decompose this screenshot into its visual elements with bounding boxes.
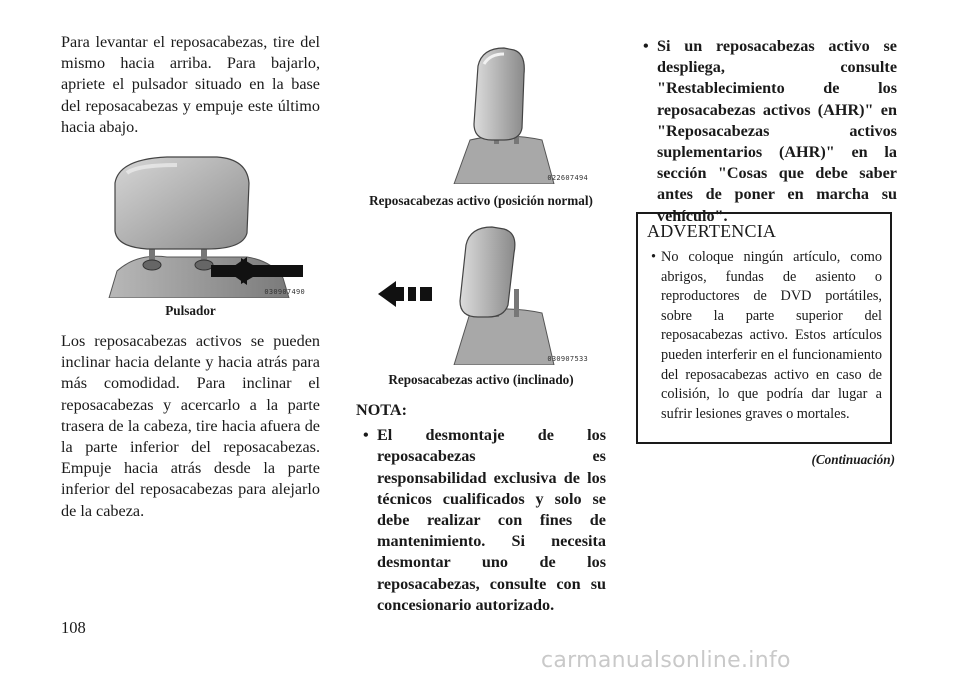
figure-code: 022607494 xyxy=(547,174,588,182)
headrest-tilted-illustration xyxy=(374,225,594,365)
warning-bullet: • No coloque ningún artículo, como abrigos, fundas de asiento o reproductores de DVD portátiles, sobre la parte superior del reposacabezas activo. Estos artículos pueden interferir en el funcionamiento del reposacabezas activo en caso de colisión, lo que podría dar lugar a sufrir lesiones graves o mortales. xyxy=(647,248,882,424)
continuation-label: (Continuación) xyxy=(811,452,895,467)
figure-pulsador xyxy=(97,153,311,298)
left-column xyxy=(61,0,320,522)
figure-tilted xyxy=(374,225,594,365)
headrest-push-button-illustration xyxy=(97,153,311,298)
figure-code: 030907490 xyxy=(264,288,305,297)
middle-column xyxy=(356,0,606,616)
note-heading: NOTA: xyxy=(356,401,407,419)
figure-code: 030907533 xyxy=(547,355,588,363)
figure-caption: Reposacabezas activo (posición normal) xyxy=(369,193,593,208)
intro-paragraph: Para levantar el reposacabezas, tire del mismo hacia arriba. Para bajarlo, apriete el pulsador situado en la base del reposacabezas y empuje este último hacia abajo. xyxy=(61,33,320,136)
warning-title: ADVERTENCIA xyxy=(647,221,777,241)
warning-box xyxy=(636,212,892,444)
note-bullet: • El desmontaje de los reposacabezas es responsabilidad exclusiva de los técnicos cualificados y solo se debe realizar con fines de mantenimiento. Si necesita desmontar uno de los reposacabezas, consulte con su concesionario autorizado. xyxy=(356,425,606,616)
page-number: 108 xyxy=(61,618,86,637)
figure-caption: Reposacabezas activo (inclinado) xyxy=(388,372,574,387)
right-column xyxy=(636,0,897,227)
figure-caption: Pulsador xyxy=(165,303,216,319)
figure-normal xyxy=(374,44,594,184)
headrest-normal-illustration xyxy=(374,44,594,184)
tilt-paragraph: Los reposacabezas activos se pueden inclinar hacia delante y hacia atrás para más comodidad. Para inclinar el reposacabezas y acercarlo a la parte trasera de la cabeza, tire hacia afuera de la parte inferior del reposacabezas. Empuje hacia atrás desde la parte inferior del reposacabezas para alejarlo de la cabeza. xyxy=(61,332,320,520)
watermark: carmanualsonline.info xyxy=(541,648,791,673)
ahr-bullet: • Si un reposacabezas activo se despliega, consulte "Restablecimiento de los reposacabezas activos (AHR)" en "Reposacabezas activos suplementarios (AHR)" en la sección "Cosas que debe saber antes de poner en marcha su vehículo". xyxy=(636,36,897,227)
